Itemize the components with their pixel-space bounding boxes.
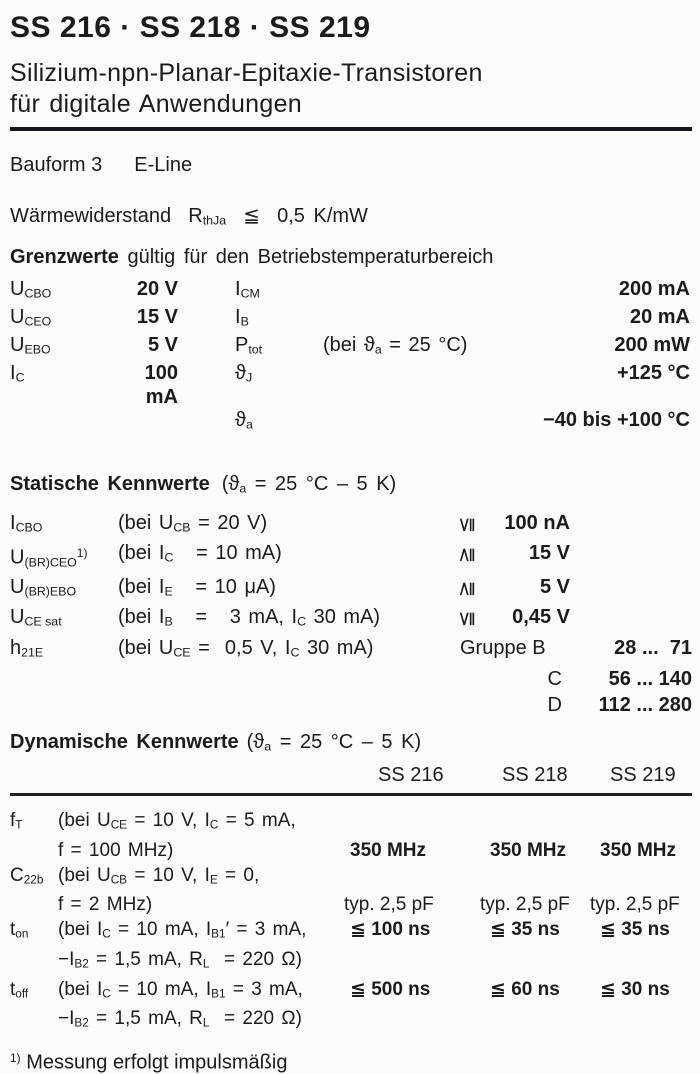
subtitle-line-2: für digitale Anwendungen <box>10 90 302 118</box>
gruppe-letter: D <box>547 693 562 716</box>
param-value: 15 V <box>136 305 178 328</box>
param-value: 5 V <box>539 576 570 599</box>
package-value: E-Line <box>134 154 193 176</box>
table-row <box>10 692 692 718</box>
relation-symbol: ≧ <box>455 546 478 564</box>
table-row <box>10 635 692 666</box>
param-symbol: $U_{(BR)CEO}^{1)}$ <box>10 546 88 570</box>
param-symbol: $U_{CBO}$ <box>10 277 52 301</box>
param-value-ss216: ≦ 500 ns <box>350 978 431 1000</box>
divider-rule-table <box>10 793 692 796</box>
grenzwerte-heading <box>10 245 692 269</box>
param-value-ss216: ≦ 100 ns <box>350 919 431 941</box>
param-condition: (bei $U_{CB} = 20$ V) <box>118 512 268 536</box>
column-header-ss216: SS 216 <box>378 764 444 787</box>
param-condition: (bei $U_{CE} = 10$ V, $I_C = 5$ mA, f = 100 MHz) <box>58 810 296 861</box>
param-symbol: $I_B$ <box>235 305 249 329</box>
param-value: 20 V <box>136 277 178 300</box>
table-row <box>10 605 692 635</box>
statische-table <box>10 511 692 717</box>
table-row <box>10 917 692 976</box>
param-value: 100 mA <box>144 362 178 408</box>
param-symbol: $C_{22b}$ <box>10 864 44 887</box>
statische-heading-condition: ($ϑ_a = 25$ °C – 5 K) <box>221 472 397 496</box>
gruppe-label: Gruppe B <box>460 636 546 659</box>
param-symbol: $U_{EBO}$ <box>10 334 51 357</box>
param-value: 200 mW <box>614 334 690 357</box>
grenzwerte-heading-bold: Grenzwerte <box>10 245 119 268</box>
divider-rule-top <box>10 127 692 131</box>
param-value: 56 ... 140 <box>608 667 692 690</box>
subtitle-line-1: Silizium-npn-Planar-Epitaxie-Transistoren <box>10 59 483 87</box>
param-value-ss219: 350 MHz <box>600 839 677 861</box>
param-value-ss216: 350 MHz <box>350 839 427 861</box>
param-symbol <box>10 409 110 437</box>
param-value: 28 ... 71 <box>614 636 692 659</box>
param-value-ss218: ≦ 60 ns <box>490 978 560 1000</box>
package-label: Bauform 3 <box>10 154 103 176</box>
param-symbol: $U_{(BR)EBO}$ <box>10 576 77 600</box>
param-symbol: $ϑ_a$ <box>235 409 253 433</box>
page-title: SS 216 · SS 218 · SS 219 <box>10 11 371 44</box>
table-row <box>10 575 692 605</box>
table-row <box>10 977 692 1036</box>
param-value: 200 mA <box>618 277 690 300</box>
dynamische-heading-condition: ($ϑ_a = 25$ °C – 5 K) <box>246 730 422 754</box>
param-condition <box>323 278 503 306</box>
param-value-ss219: ≦ 30 ns <box>600 978 670 1000</box>
param-value: −40 bis +100 °C <box>543 409 690 432</box>
param-condition <box>323 409 503 437</box>
grenzwerte-heading-rest: gültig für den Betriebstemperaturbereich <box>118 245 494 268</box>
param-condition: (bei $U_{CB} = 10$ V, $I_E = 0$, f = 2 MHz) <box>58 864 260 916</box>
param-value: 15 V <box>528 542 570 565</box>
param-condition: (bei $I_C = 10$ mA, $I_{B1}' = 3$ mA, $-I_{B2} = 1,5$ mA, $R_L = 220$ Ω) <box>58 919 307 971</box>
grenzwerte-table <box>10 278 692 438</box>
param-condition: (bei $I_C = 10$ mA, $I_{B1} = 3$ mA, $-I_{B2} = 1,5$ mA, $R_L = 220$ Ω) <box>58 978 303 1030</box>
param-symbol: $P_{tot}$ <box>235 334 263 357</box>
param-condition: (bei $ϑ_a = 25$ °C) <box>323 334 468 357</box>
param-symbol: $I_C$ <box>10 362 25 386</box>
param-condition: (bei $I_E = 10$ μA) <box>118 576 276 600</box>
param-symbol: $U_{CE sat}$ <box>10 606 62 629</box>
param-symbol: $I_{CBO}$ <box>10 512 43 536</box>
param-value-ss218: 350 MHz <box>490 839 567 861</box>
param-value-ss219: ≦ 35 ns <box>600 919 670 941</box>
param-value-ss216: typ. 2,5 pF <box>344 894 434 916</box>
param-value: 20 mA <box>629 305 690 328</box>
param-condition: (bei $U_{CE} = 0,5$ V, $I_C$ 30 mA) <box>118 636 374 660</box>
param-condition <box>323 306 503 334</box>
param-value <box>110 409 178 437</box>
table-row <box>10 808 692 863</box>
param-value: 112 ... 280 <box>598 693 692 716</box>
param-value-ss219: typ. 2,5 pF <box>590 894 680 916</box>
param-value: 100 nA <box>504 512 570 535</box>
dynamische-rows <box>10 808 692 1035</box>
param-condition <box>323 362 503 409</box>
param-value: 0,45 V <box>512 606 570 629</box>
footnote: $^{1)}$ Messung erfolgt impulsmäßig <box>10 1050 288 1074</box>
table-row <box>10 863 692 918</box>
param-value: +125 °C <box>616 362 690 385</box>
relation-symbol: ≦ <box>455 516 478 534</box>
param-symbol: $f_T$ <box>10 810 23 832</box>
param-symbol: $t_{off}$ <box>10 978 29 1001</box>
statische-heading <box>10 472 692 501</box>
relation-symbol: ≧ <box>455 580 478 598</box>
column-header-ss218: SS 218 <box>502 764 568 787</box>
param-value: 5 V <box>147 334 178 357</box>
dynamische-heading <box>10 730 692 759</box>
gruppe-letter: C <box>547 667 562 690</box>
param-symbol: $t_{on}$ <box>10 919 29 941</box>
page-subtitle <box>10 58 692 120</box>
column-header-row <box>10 764 692 786</box>
param-symbol: $h_{21E}$ <box>10 636 44 660</box>
statische-heading-bold: Statische Kennwerte <box>10 472 210 495</box>
table-row <box>10 511 692 541</box>
thermal-resistance-line: Wärmewiderstand $R_{thJa}$ ≦ 0,5 K/mW <box>10 205 368 228</box>
table-row <box>10 666 692 692</box>
relation-symbol: ≦ <box>455 610 478 628</box>
column-header-ss219: SS 219 <box>610 764 676 787</box>
param-symbol: $ϑ_J$ <box>235 362 253 386</box>
param-symbol: $U_{CEO}$ <box>10 305 52 329</box>
param-value-ss218: ≦ 35 ns <box>490 919 560 941</box>
param-value-ss218: typ. 2,5 pF <box>480 894 570 916</box>
param-condition: (bei $I_C = 10$ mA) <box>118 542 282 565</box>
package-line <box>10 153 692 177</box>
param-condition: (bei $I_B = 3$ mA, $I_C$ 30 mA) <box>118 606 381 629</box>
dynamische-table <box>10 764 692 1035</box>
table-row <box>10 541 692 575</box>
param-symbol: $I_{CM}$ <box>235 277 260 301</box>
dynamische-heading-bold: Dynamische Kennwerte <box>10 730 239 753</box>
